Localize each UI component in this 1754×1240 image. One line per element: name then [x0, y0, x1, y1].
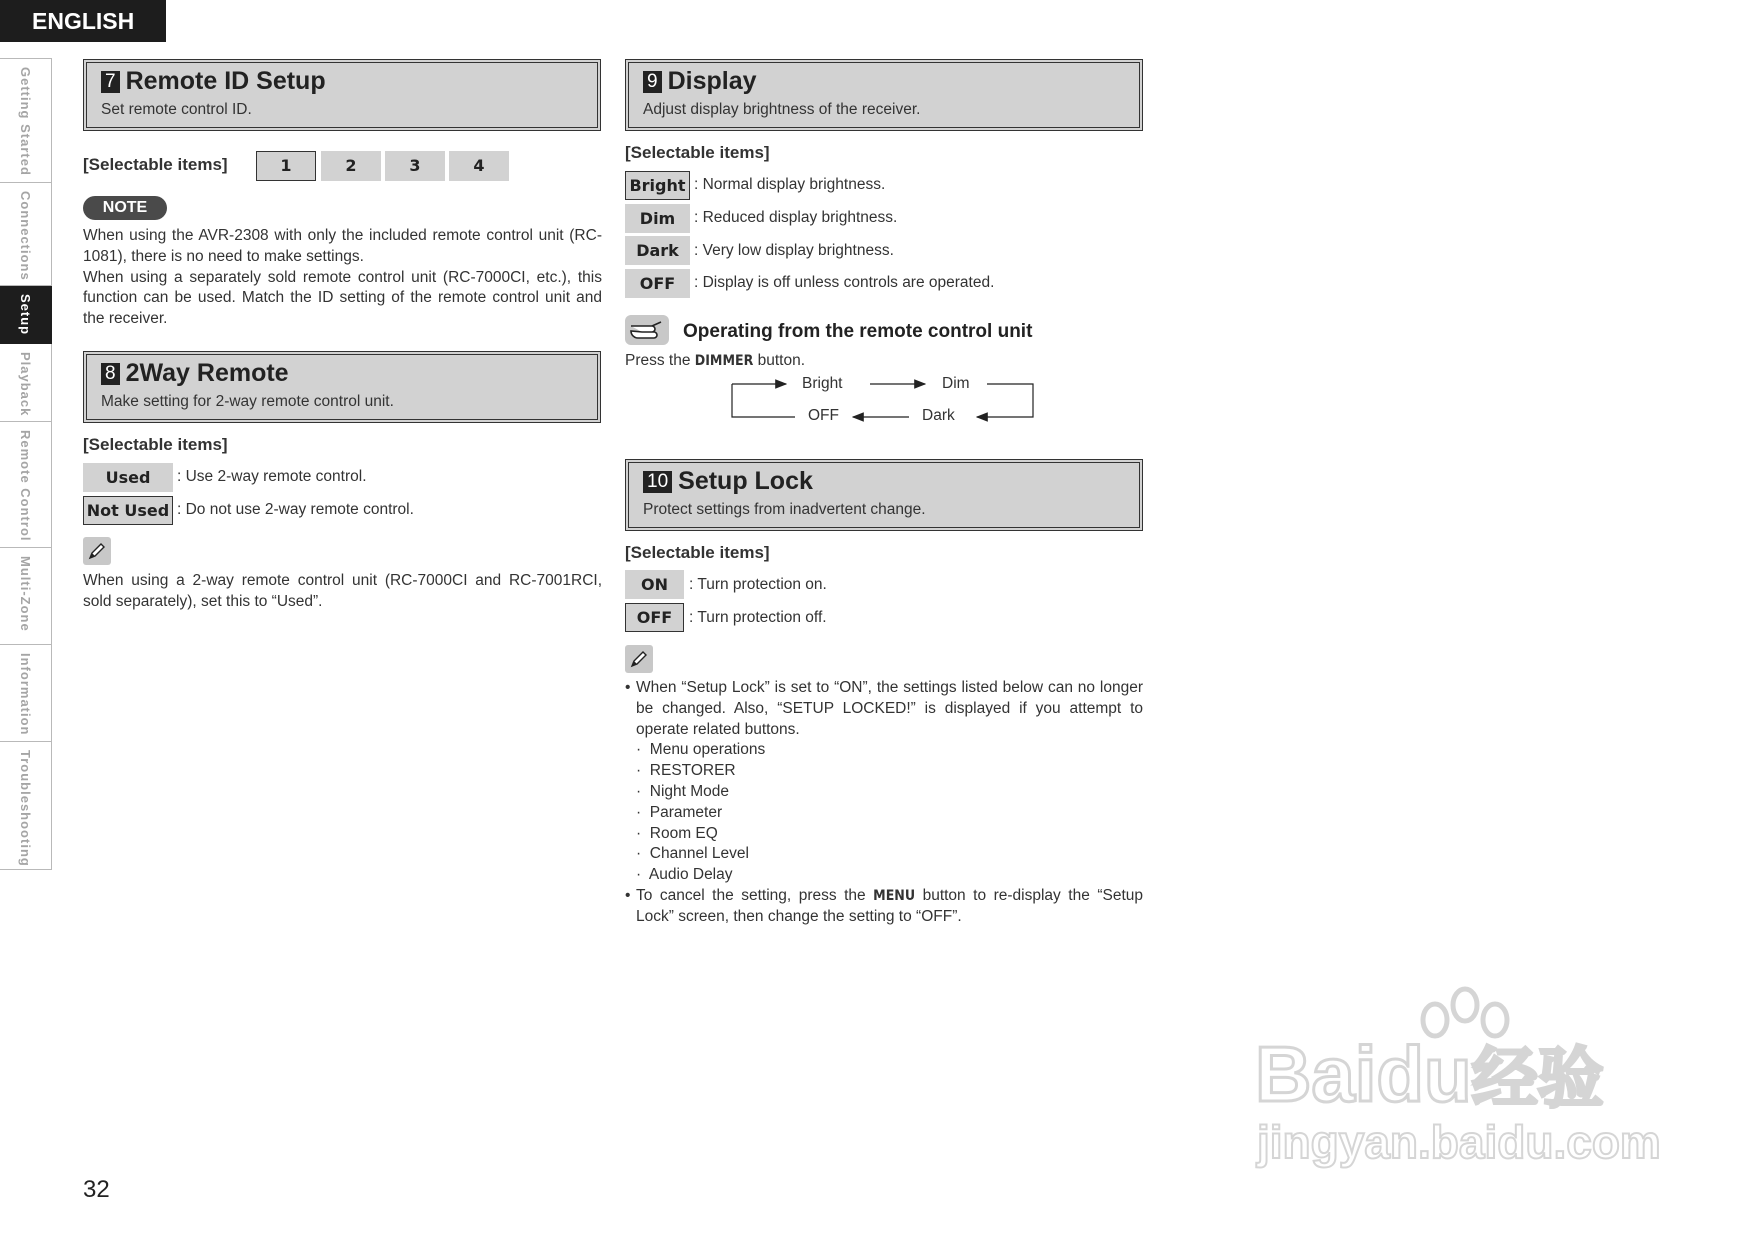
section-number-badge: 8 — [101, 363, 120, 385]
sidebar-tab-playback[interactable] — [0, 344, 52, 422]
note-paragraph: When using the AVR-2308 with only the included remote control unit (RC-1081), there is no need to make settings. — [83, 227, 602, 265]
bullet-text: To cancel the setting, press the — [636, 886, 874, 904]
remote-id-title-text: Remote ID Setup — [125, 67, 326, 95]
list-item: · Channel Level — [636, 845, 749, 863]
two-way-option-not-used[interactable]: Not Used — [83, 496, 173, 525]
two-way-memo: When using a 2-way remote control unit (RC-7000CI and RC-7001RCI, sold separately), set this to “Used”. — [83, 572, 602, 610]
bullet-text: button to re-display the “Setup Lock” screen, then change the setting to “OFF”. — [636, 886, 1144, 925]
two-way-title — [101, 359, 289, 388]
bullet-text: When “Setup Lock” is set to “ON”, the settings listed below can no longer be changed. Also, “SETUP LOCKED!” is displayed if you attempt to operate related buttons. — [636, 679, 1143, 738]
watermark-line1 — [1255, 1025, 1604, 1120]
watermark-jingyan-cn: 经验 — [1471, 1041, 1604, 1115]
setup-lock-selectable-label: [Selectable items] — [625, 543, 770, 562]
sidebar-tab-label: Setup — [18, 294, 33, 336]
menu-button-name: MENU — [873, 887, 916, 904]
section-number-badge: 7 — [101, 71, 120, 93]
dimmer-button-name: DIMMER — [694, 353, 754, 369]
locked-item-text: Channel Level — [649, 845, 749, 863]
sidebar-tab-getting-started[interactable] — [0, 58, 52, 183]
language-tab: ENGLISH — [0, 0, 166, 42]
display-option-dark-desc: : Very low display brightness. — [694, 242, 894, 259]
two-way-option-not-used-desc: : Do not use 2-way remote control. — [177, 501, 414, 518]
cycle-label-dark: Dark — [922, 407, 955, 424]
setup-lock-title — [643, 467, 813, 496]
remote-id-title — [101, 67, 326, 96]
display-option-bright-desc: : Normal display brightness. — [694, 176, 886, 193]
bullet-dot: • — [625, 886, 631, 904]
two-way-header — [83, 351, 601, 423]
sidebar-tab-connections[interactable] — [0, 183, 52, 286]
remote-id-option-2[interactable]: 2 — [321, 151, 381, 181]
locked-item-text: Audio Delay — [648, 866, 733, 884]
locked-item-text: Night Mode — [649, 782, 730, 800]
sidebar-tab-setup[interactable] — [0, 286, 52, 344]
watermark-du: du — [1376, 1030, 1472, 1118]
two-way-option-used-desc: : Use 2-way remote control. — [177, 468, 367, 485]
note-paragraph: When using a separately sold remote control unit (RC-7000CI, etc.), this function can be used. Match the ID setting of the remote control unit and the receiver. — [83, 268, 602, 328]
setup-lock-subtitle: Protect settings from inadvertent change. — [643, 501, 926, 518]
setup-lock-header — [625, 459, 1143, 531]
locked-item-text: Room EQ — [649, 824, 718, 842]
section-number-badge: 10 — [643, 471, 672, 493]
two-way-selectable-label: [Selectable items] — [83, 435, 228, 454]
list-item: · Audio Delay — [636, 866, 733, 884]
two-way-option-used[interactable]: Used — [83, 463, 173, 492]
sidebar — [0, 58, 53, 870]
display-title-text: Display — [667, 67, 757, 95]
display-title — [643, 67, 757, 96]
remote-id-option-1[interactable]: 1 — [256, 151, 316, 181]
display-subtitle: Adjust display brightness of the receiver. — [643, 101, 921, 118]
sidebar-tab-label: Remote Control — [18, 430, 33, 542]
locked-item-text: RESTORER — [649, 762, 736, 780]
remote-press-instruction — [625, 352, 805, 370]
pencil-icon — [83, 537, 111, 565]
list-item: · Menu operations — [636, 741, 766, 759]
setup-lock-notes — [625, 678, 1143, 928]
display-selectable-label: [Selectable items] — [625, 143, 770, 162]
sidebar-tab-label: Multi-Zone — [18, 556, 33, 632]
dimmer-cycle-diagram — [725, 372, 1050, 424]
display-option-dim-desc: : Reduced display brightness. — [694, 209, 898, 226]
bullet-dot: • — [625, 679, 631, 696]
list-item: · RESTORER — [636, 762, 736, 780]
two-way-title-text: 2Way Remote — [125, 359, 289, 387]
setup-lock-bullet-1 — [625, 678, 1143, 740]
pencil-icon — [625, 645, 653, 673]
sidebar-tab-label: Getting Started — [18, 67, 33, 176]
list-item: · Night Mode — [636, 782, 730, 800]
two-way-subtitle: Make setting for 2-way remote control unit. — [101, 393, 394, 410]
sidebar-tab-multi-zone[interactable] — [0, 548, 52, 645]
setup-lock-option-off-desc: : Turn protection off. — [689, 609, 827, 626]
list-item: · Parameter — [636, 803, 723, 821]
remote-id-subtitle: Set remote control ID. — [101, 101, 252, 118]
display-option-off-desc: : Display is off unless controls are operated. — [694, 274, 995, 291]
remote-id-header — [83, 59, 601, 131]
display-option-bright[interactable]: Bright — [625, 171, 690, 200]
remote-id-option-3[interactable]: 3 — [385, 151, 445, 181]
watermark-line2: jingyan.baidu.com — [1257, 1116, 1661, 1168]
sidebar-tab-remote-control[interactable] — [0, 422, 52, 548]
remote-id-selectable-label: [Selectable items] — [83, 155, 228, 174]
setup-lock-option-off[interactable]: OFF — [625, 603, 684, 632]
note-badge: NOTE — [83, 196, 167, 220]
sidebar-tab-label: Playback — [18, 352, 33, 417]
setup-lock-option-on[interactable]: ON — [625, 570, 684, 599]
display-option-dim[interactable]: Dim — [625, 204, 690, 233]
setup-lock-title-text: Setup Lock — [678, 467, 813, 495]
display-option-dark[interactable]: Dark — [625, 236, 690, 265]
remote-hand-icon — [625, 315, 669, 345]
section-number-badge: 9 — [643, 71, 662, 93]
locked-item-text: Parameter — [649, 803, 723, 821]
sidebar-tab-label: Information — [18, 653, 33, 736]
cycle-label-bright: Bright — [802, 375, 843, 392]
list-item: · Room EQ — [636, 824, 718, 842]
remote-id-note — [83, 226, 602, 330]
locked-item-text: Menu operations — [649, 741, 766, 759]
page-number: 32 — [83, 1176, 110, 1203]
sidebar-tab-label: Troubleshooting — [18, 750, 33, 867]
display-header — [625, 59, 1143, 131]
display-option-off[interactable]: OFF — [625, 269, 690, 298]
press-prefix: Press the — [625, 352, 695, 369]
sidebar-tab-information[interactable] — [0, 645, 52, 742]
cycle-label-off: OFF — [808, 407, 839, 424]
setup-lock-bullet-2 — [625, 886, 1143, 928]
sidebar-tab-troubleshooting[interactable] — [0, 742, 52, 870]
cycle-label-dim: Dim — [942, 375, 970, 392]
sidebar-tab-label: Connections — [18, 191, 33, 281]
remote-id-option-4[interactable]: 4 — [449, 151, 509, 181]
locked-items-list — [625, 740, 1143, 886]
press-suffix: button. — [753, 352, 806, 369]
remote-operation-heading: Operating from the remote control unit — [683, 321, 1033, 342]
setup-lock-option-on-desc: : Turn protection on. — [689, 576, 827, 593]
baidu-watermark — [1255, 985, 1661, 1175]
watermark-bai: Bai — [1255, 1030, 1377, 1118]
